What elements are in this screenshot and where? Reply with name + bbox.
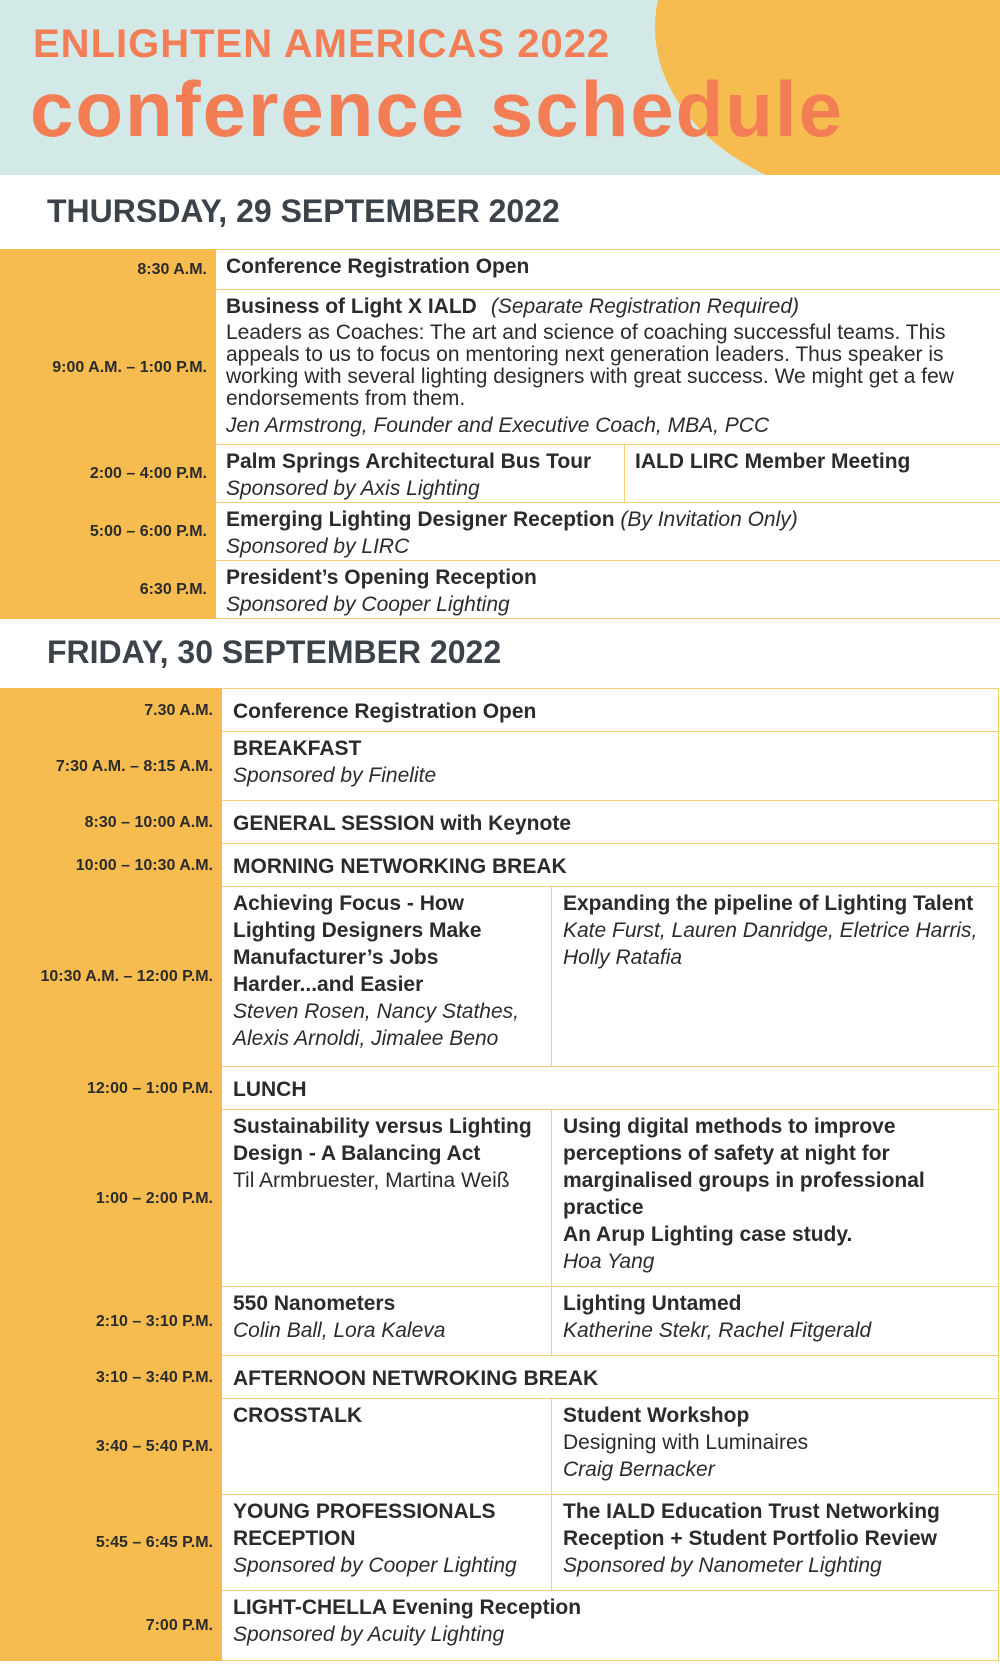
table-row xyxy=(1,801,999,844)
session-description: Leaders as Coaches: The art and science of coaching successful teams. This appeals to us to focus on mentoring next generation leaders. Thus speaker is working with several lighting designers with great success. We might get a few endorsements from them. xyxy=(226,321,954,410)
session-title: BREAKFAST xyxy=(233,737,362,760)
session-cell xyxy=(222,1110,552,1287)
session-speakers: Kate Furst, Lauren Danridge, Eletrice Harris, Holly Ratafia xyxy=(563,919,978,969)
session-sponsor: Sponsored by Cooper Lighting xyxy=(233,1554,517,1577)
time-cell: 7.30 A.M. xyxy=(1,689,222,732)
time-cell: 8:30 A.M. xyxy=(1,250,216,290)
event-name: ENLIGHTEN AMERICAS 2022 xyxy=(33,22,611,66)
session-cell xyxy=(222,1067,999,1110)
table-row xyxy=(1,1399,999,1495)
session-title: YOUNG PROFESSIONALS RECEPTION xyxy=(233,1500,496,1550)
time-cell: 9:00 A.M. – 1:00 P.M. xyxy=(1,290,216,445)
time-cell: 8:30 – 10:00 A.M. xyxy=(1,801,222,844)
time-cell: 2:00 – 4:00 P.M. xyxy=(1,445,216,503)
session-title: The IALD Education Trust Networking Reception + Student Portfolio Review xyxy=(563,1500,940,1550)
session-cell xyxy=(222,1356,999,1399)
session-cell xyxy=(222,801,999,844)
table-row xyxy=(1,1067,999,1110)
table-row xyxy=(1,887,999,1067)
time-cell: 7:00 P.M. xyxy=(1,1591,222,1661)
thursday-heading: THURSDAY, 29 SEPTEMBER 2022 xyxy=(47,193,560,229)
session-cell xyxy=(625,445,1000,503)
session-speakers: Katherine Stekr, Rachel Fitgerald xyxy=(563,1319,872,1342)
session-title: Sustainability versus Lighting Design - A Balancing Act xyxy=(233,1115,532,1165)
friday-heading: FRIDAY, 30 SEPTEMBER 2022 xyxy=(47,634,502,670)
session-title: MORNING NETWORKING BREAK xyxy=(233,855,567,878)
time-cell: 6:30 P.M. xyxy=(1,561,216,619)
time-cell: 1:00 – 2:00 P.M. xyxy=(1,1110,222,1287)
table-row xyxy=(1,689,999,732)
session-speakers: Colin Ball, Lora Kaleva xyxy=(233,1319,446,1342)
thursday-schedule xyxy=(0,249,1000,619)
session-cell xyxy=(222,844,999,887)
session-title: Business of Light X IALD xyxy=(226,295,477,318)
table-row xyxy=(1,1495,999,1591)
session-sponsor: Sponsored by Acuity Lighting xyxy=(233,1623,505,1646)
session-title: LIGHT-CHELLA Evening Reception xyxy=(233,1596,582,1619)
session-subtitle: An Arup Lighting case study. xyxy=(563,1223,853,1246)
session-title: IALD LIRC Member Meeting xyxy=(635,450,911,473)
session-speakers: Til Armbruester, Martina Weiß xyxy=(233,1169,510,1192)
session-title: Expanding the pipeline of Lighting Talent xyxy=(563,892,974,915)
session-title: CROSSTALK xyxy=(233,1404,363,1427)
session-cell xyxy=(216,445,625,503)
session-speakers: Hoa Yang xyxy=(563,1250,655,1273)
table-row xyxy=(1,732,999,801)
time-cell: 3:40 – 5:40 P.M. xyxy=(1,1399,222,1495)
session-sponsor: Sponsored by LIRC xyxy=(226,535,410,558)
time-cell: 2:10 – 3:10 P.M. xyxy=(1,1287,222,1356)
session-title: Conference Registration Open xyxy=(226,255,530,278)
session-title: Conference Registration Open xyxy=(233,700,537,723)
session-speaker: Jen Armstrong, Founder and Executive Coach, MBA, PCC xyxy=(226,414,770,437)
time-cell: 7:30 A.M. – 8:15 A.M. xyxy=(1,732,222,801)
session-cell xyxy=(552,1110,999,1287)
session-sponsor: Sponsored by Axis Lighting xyxy=(226,477,480,500)
time-cell: 5:00 – 6:00 P.M. xyxy=(1,503,216,561)
session-title: 550 Nanometers xyxy=(233,1292,396,1315)
session-cell xyxy=(216,503,1000,561)
header-banner xyxy=(0,0,1000,175)
session-title: Emerging Lighting Designer Reception xyxy=(226,508,615,531)
session-title: AFTERNOON NETWROKING BREAK xyxy=(233,1367,599,1390)
table-row xyxy=(1,1591,999,1661)
session-cell xyxy=(222,1495,552,1591)
session-cell xyxy=(222,1287,552,1356)
session-sponsor: Sponsored by Nanometer Lighting xyxy=(563,1554,882,1577)
table-row xyxy=(1,844,999,887)
session-sponsor: Sponsored by Finelite xyxy=(233,764,437,787)
session-title: Lighting Untamed xyxy=(563,1292,742,1315)
time-cell: 10:00 – 10:30 A.M. xyxy=(1,844,222,887)
session-cell xyxy=(222,1591,999,1661)
table-row xyxy=(1,1110,999,1287)
page-title: conference schedule xyxy=(30,65,844,153)
session-note: (By Invitation Only) xyxy=(620,508,798,531)
session-title: Student Workshop xyxy=(563,1404,750,1427)
session-note: (Separate Registration Required) xyxy=(490,295,800,318)
table-row xyxy=(1,1356,999,1399)
session-speakers: Craig Bernacker xyxy=(563,1458,715,1481)
friday-schedule xyxy=(0,688,999,1661)
table-row xyxy=(1,445,1000,503)
session-cell xyxy=(216,290,1000,445)
session-cell xyxy=(552,1287,999,1356)
session-cell xyxy=(552,1495,999,1591)
session-cell xyxy=(222,1399,552,1495)
session-speakers: Steven Rosen, Nancy Stathes, Alexis Arnoldi, Jimalee Beno xyxy=(233,1000,519,1050)
session-cell xyxy=(552,1399,999,1495)
session-title: GENERAL SESSION with Keynote xyxy=(233,812,571,835)
time-cell: 5:45 – 6:45 P.M. xyxy=(1,1495,222,1591)
session-cell xyxy=(552,887,999,1067)
session-title: Using digital methods to improve perceptions of safety at night for marginalised groups in professional practice xyxy=(563,1115,925,1219)
table-row xyxy=(1,250,1000,290)
session-title: Palm Springs Architectural Bus Tour xyxy=(226,450,592,473)
time-cell: 3:10 – 3:40 P.M. xyxy=(1,1356,222,1399)
session-cell xyxy=(216,250,1000,290)
session-title: President’s Opening Reception xyxy=(226,566,537,589)
session-description: Designing with Luminaires xyxy=(563,1431,809,1454)
session-title: LUNCH xyxy=(233,1078,307,1101)
session-cell xyxy=(222,887,552,1067)
table-row xyxy=(1,503,1000,561)
session-cell xyxy=(222,732,999,801)
session-cell xyxy=(222,689,999,732)
time-cell: 10:30 A.M. – 12:00 P.M. xyxy=(1,887,222,1067)
table-row xyxy=(1,290,1000,445)
session-sponsor: Sponsored by Cooper Lighting xyxy=(226,593,510,616)
table-row xyxy=(1,1287,999,1356)
session-title: Achieving Focus - How Lighting Designers Make Manufacturer’s Jobs Harder...and Easier xyxy=(233,892,482,996)
time-cell: 12:00 – 1:00 P.M. xyxy=(1,1067,222,1110)
table-row xyxy=(1,561,1000,619)
session-cell xyxy=(216,561,1000,619)
